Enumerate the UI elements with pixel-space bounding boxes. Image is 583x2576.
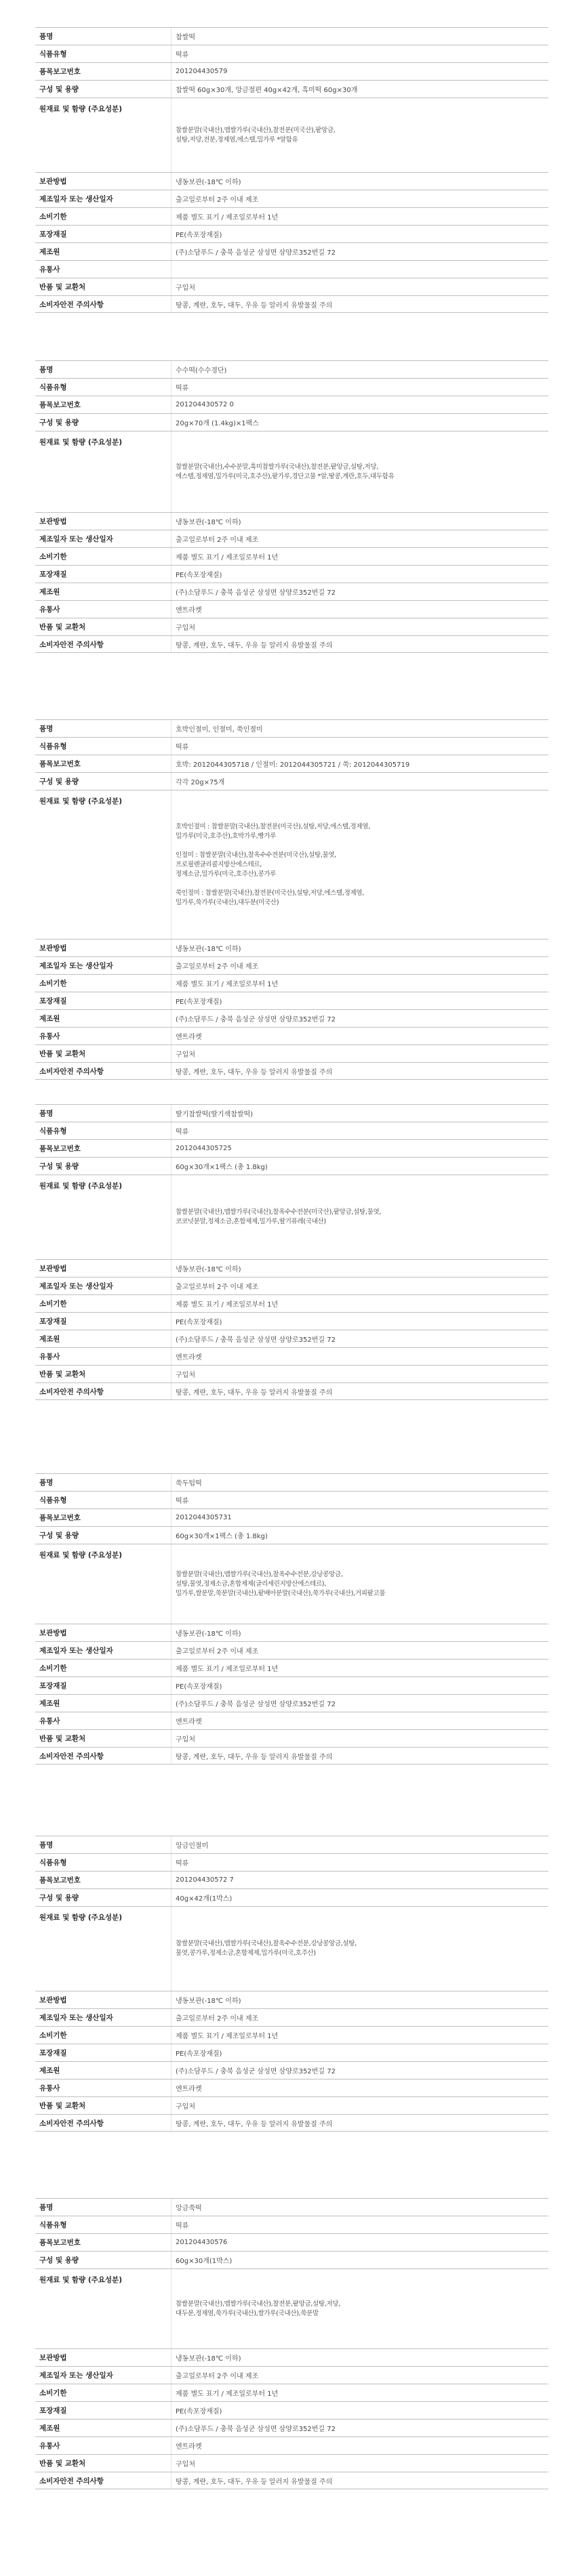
row-value: 땅콩, 계란, 호두, 대두, 우유 등 알러지 유발물질 주의 — [171, 1383, 548, 1399]
row-label: 보관방법 — [39, 2354, 67, 2362]
row-value: 출고일로부터 2주 이내 제조 — [171, 2009, 548, 2026]
row-label: 원재료 및 함량 (주요성분) — [39, 797, 122, 805]
row-label: 제조원 — [39, 2424, 60, 2432]
row-value: PE(속포장재질) — [171, 2402, 548, 2419]
row-label: 구성 및 용량 — [39, 2256, 79, 2264]
info-row-manufacturer — [35, 242, 548, 260]
product-info-table — [35, 1473, 548, 1765]
info-row-storage — [35, 1624, 548, 1641]
row-value: 출고일로부터 2주 이내 제조 — [171, 530, 548, 547]
row-label: 제조원 — [39, 1015, 60, 1023]
row-value: 냉동보관(-18℃ 이하) — [171, 2349, 548, 2366]
row-value: 출고일로부터 2주 이내 제조 — [171, 1278, 548, 1294]
row-label: 소비기한 — [39, 213, 67, 221]
row-label: 포장재질 — [39, 1317, 67, 1326]
info-row-returns — [35, 618, 548, 635]
info-row-expiry — [35, 1294, 548, 1312]
row-label: 제조일자 또는 생산일자 — [39, 2014, 113, 2022]
info-row-report-no — [35, 396, 548, 413]
row-value: 40g×42개(1박스) — [171, 1889, 548, 1906]
info-row-storage — [35, 1991, 548, 2008]
row-label: 제조원 — [39, 248, 60, 256]
info-row-ingredients — [35, 1175, 548, 1259]
ingredients-text: 찹쌀분말(국내산),맵쌀가루(국내산),찰옥수수전분,강낭콩앙금, 설탕,물엿,정제소금,혼합제제(글리세린지방산에스테르), 밀가루,쌀분말,쑥분말(국내산),팥배아분말(국내산),쑥가루(국내산),거피팥고물 — [176, 1570, 386, 1597]
row-value: (주)소담푸드 / 충북 음성군 삼성면 삼양로352번길 72 — [171, 1010, 548, 1027]
info-row-composition — [35, 1888, 548, 1906]
info-row-packaging — [35, 992, 548, 1009]
row-label: 제조원 — [39, 1699, 60, 1708]
info-row-returns — [35, 1365, 548, 1382]
row-label: 품명 — [39, 1110, 54, 1118]
row-value: 2012044305731 — [171, 1509, 548, 1526]
row-value: 구입처 — [171, 2097, 548, 2114]
info-row-caution — [35, 635, 548, 653]
row-value: 엔트라켓 — [171, 1712, 548, 1729]
info-row-food-type — [35, 1491, 548, 1508]
row-label: 제조원 — [39, 2067, 60, 2075]
info-row-manufacturer — [35, 1330, 548, 1347]
row-value: PE(속포장재질) — [171, 1677, 548, 1694]
info-row-expiry — [35, 207, 548, 225]
ingredients-text: 찹쌀분말(국내산),맵쌀가루(국내산),찰전분(미국산),팥앙금, 설탕,저당,전분,정제염,에스텔,밀가루 *알함유 — [176, 126, 336, 144]
info-row-food-type — [35, 737, 548, 755]
info-row-manufactured — [35, 2008, 548, 2026]
info-row-ingredients — [35, 1544, 548, 1624]
info-row-storage — [35, 1259, 548, 1277]
info-row-caution — [35, 2472, 548, 2489]
info-row-manufactured — [35, 530, 548, 547]
row-value: 제품 별도 표기 / 제조일로부터 1년 — [171, 2027, 548, 2044]
info-row-distributor — [35, 1712, 548, 1729]
info-row-packaging — [35, 565, 548, 583]
info-row-distributor — [35, 1347, 548, 1365]
row-label: 구성 및 용량 — [39, 1894, 79, 1902]
row-label: 소비자안전 주의사항 — [39, 2476, 104, 2485]
row-label: 품목보고번호 — [39, 2239, 81, 2247]
row-value: 20g×70개 (1.4kg)×1팩스 — [171, 414, 548, 431]
row-value: 제품 별도 표기 / 제조일로부터 1년 — [171, 975, 548, 992]
row-label: 반품 및 교환처 — [39, 283, 86, 291]
row-label: 소비기한 — [39, 2389, 67, 2397]
info-row-manufacturer — [35, 2419, 548, 2436]
row-label: 원재료 및 함량 (주요성분) — [39, 105, 122, 113]
row-label: 포장재질 — [39, 570, 67, 578]
info-row-ingredients — [35, 98, 548, 172]
product-info-table — [35, 360, 548, 653]
row-value: 제품 별도 표기 / 제조일로부터 1년 — [171, 1660, 548, 1676]
row-label: 품명 — [39, 33, 54, 41]
info-row-manufacturer — [35, 2061, 548, 2079]
info-row-caution — [35, 295, 548, 313]
row-value: 땅콩, 계란, 호두, 대두, 우유 등 알러지 유발물질 주의 — [171, 296, 548, 312]
info-row-ingredients — [35, 431, 548, 512]
row-value: 떡류 — [171, 1122, 548, 1139]
row-label: 반품 및 교환처 — [39, 1050, 86, 1058]
info-row-distributor — [35, 260, 548, 278]
row-label: 품명 — [39, 725, 54, 733]
row-value — [171, 261, 548, 278]
info-row-food-type — [35, 1853, 548, 1871]
info-row-report-no — [35, 755, 548, 772]
row-label: 유통사 — [39, 1353, 60, 1361]
info-row-name — [35, 719, 548, 737]
row-label: 유통사 — [39, 266, 60, 274]
row-label: 유통사 — [39, 606, 60, 614]
row-label: 품명 — [39, 2203, 54, 2212]
row-label: 식품유형 — [39, 1496, 67, 1504]
info-row-name — [35, 27, 548, 45]
info-row-packaging — [35, 2044, 548, 2061]
info-row-distributor — [35, 600, 548, 618]
row-label: 보관방법 — [39, 944, 67, 952]
row-label: 원재료 및 함량 (주요성분) — [39, 2276, 122, 2284]
info-row-expiry — [35, 1659, 548, 1676]
row-label: 품목보고번호 — [39, 1145, 81, 1153]
product-info-table — [35, 719, 548, 1080]
row-value: 찹쌀떡 60g×30개, 앙금절편 40g×42개, 흑미떡 60g×30개 — [171, 81, 548, 98]
row-value: 출고일로부터 2주 이내 제조 — [171, 2367, 548, 2384]
info-row-food-type — [35, 1122, 548, 1139]
row-value: 쑥두텁떡 — [171, 1474, 548, 1491]
row-value: 냉동보관(-18℃ 이하) — [171, 513, 548, 530]
row-value: 호박: 2012044305718 / 인절미: 2012044305721 / 쑥: 2012044305719 — [171, 755, 548, 772]
row-value: 떡류 — [171, 738, 548, 755]
info-row-name — [35, 2198, 548, 2216]
row-label: 식품유형 — [39, 1127, 67, 1135]
row-label: 품목보고번호 — [39, 1876, 81, 1884]
row-value: PE(속포장재질) — [171, 2044, 548, 2061]
row-value — [171, 790, 548, 939]
row-value: PE(속포장재질) — [171, 566, 548, 583]
info-row-composition — [35, 80, 548, 98]
info-row-composition — [35, 1157, 548, 1175]
row-label: 원재료 및 함량 (주요성분) — [39, 1182, 122, 1190]
row-value: 냉동보관(-18℃ 이하) — [171, 1260, 548, 1277]
row-value: 구입처 — [171, 1366, 548, 1382]
row-value: 땅콩, 계란, 호두, 대두, 우유 등 알러지 유발물질 주의 — [171, 2115, 548, 2131]
info-row-name — [35, 1836, 548, 1853]
row-value: (주)소담푸드 / 충북 음성군 삼성면 삼양로352번길 72 — [171, 1330, 548, 1347]
row-value — [171, 431, 548, 512]
row-label: 식품유형 — [39, 1859, 67, 1867]
info-row-returns — [35, 278, 548, 295]
row-label: 보관방법 — [39, 1996, 67, 2004]
row-label: 품명 — [39, 1479, 54, 1487]
row-value: 출고일로부터 2주 이내 제조 — [171, 190, 548, 207]
info-row-manufactured — [35, 2366, 548, 2384]
row-value: 201204430579 — [171, 63, 548, 80]
info-row-caution — [35, 1062, 548, 1080]
info-row-manufacturer — [35, 583, 548, 600]
row-value: (주)소담푸드 / 충북 음성군 삼성면 삼양로352번길 72 — [171, 2420, 548, 2436]
info-row-expiry — [35, 547, 548, 565]
row-value: 60g×30개×1팩스 (총 1.8kg) — [171, 1527, 548, 1544]
info-row-caution — [35, 2114, 548, 2132]
row-value: (주)소담푸드 / 충북 음성군 삼성면 삼양로352번길 72 — [171, 243, 548, 260]
info-row-packaging — [35, 1676, 548, 1694]
info-row-returns — [35, 1044, 548, 1062]
row-value: 구입처 — [171, 618, 548, 635]
row-label: 포장재질 — [39, 2407, 67, 2415]
info-row-returns — [35, 1729, 548, 1747]
row-label: 구성 및 용량 — [39, 778, 79, 786]
info-row-packaging — [35, 1312, 548, 1330]
info-row-expiry — [35, 2384, 548, 2401]
product-info-table — [35, 1836, 548, 2132]
row-label: 원재료 및 함량 (주요성분) — [39, 1914, 122, 1922]
info-row-manufacturer — [35, 1694, 548, 1712]
row-label: 제조일자 또는 생산일자 — [39, 195, 113, 203]
info-row-food-type — [35, 45, 548, 62]
row-label: 포장재질 — [39, 997, 67, 1005]
row-value: 엔트라켓 — [171, 1028, 548, 1044]
row-value: 떡류 — [171, 1492, 548, 1508]
info-row-distributor — [35, 2079, 548, 2096]
info-row-food-type — [35, 2216, 548, 2233]
row-label: 품목보고번호 — [39, 1514, 81, 1522]
row-value: 호박인절미, 인절미, 쑥인절미 — [171, 720, 548, 737]
info-row-manufactured — [35, 956, 548, 974]
row-value: 출고일로부터 2주 이내 제조 — [171, 957, 548, 974]
row-value: 60g×30개(1박스) — [171, 2252, 548, 2268]
info-row-composition — [35, 413, 548, 431]
row-label: 구성 및 용량 — [39, 1162, 79, 1170]
row-value: 냉동보관(-18℃ 이하) — [171, 1991, 548, 2008]
row-label: 제조원 — [39, 588, 60, 596]
info-row-name — [35, 360, 548, 378]
row-label: 소비자안전 주의사항 — [39, 1067, 104, 1076]
row-label: 제조원 — [39, 1335, 60, 1343]
row-label: 소비자안전 주의사항 — [39, 1387, 104, 1396]
row-value: 구입처 — [171, 278, 548, 295]
row-label: 소비자안전 주의사항 — [39, 1752, 104, 1760]
row-label: 품명 — [39, 1841, 54, 1849]
row-label: 제조일자 또는 생산일자 — [39, 962, 113, 970]
row-value: 구입처 — [171, 1730, 548, 1747]
row-value — [171, 2269, 548, 2348]
row-label: 유통사 — [39, 2084, 60, 2092]
row-value: 엔트라켓 — [171, 2079, 548, 2096]
info-row-name — [35, 1104, 548, 1122]
row-label: 구성 및 용량 — [39, 419, 79, 427]
info-row-expiry — [35, 2026, 548, 2044]
info-row-storage — [35, 2348, 548, 2366]
row-value: 찹쌀떡 — [171, 28, 548, 45]
info-row-manufacturer — [35, 1009, 548, 1027]
row-value: 각각 20g×75개 — [171, 773, 548, 790]
ingredients-text: 찹쌀분말(국내산),맵쌀가루(국내산),찰전분,팥앙금,설탕,저당, 대두분,정제염,쑥가루(국내산),쌀가루(국내산),쑥분말 — [176, 2300, 340, 2317]
info-row-name — [35, 1473, 548, 1491]
info-row-report-no — [35, 1871, 548, 1888]
row-label: 품명 — [39, 366, 54, 374]
product-info-table — [35, 1104, 548, 1400]
row-label: 보관방법 — [39, 1629, 67, 1637]
info-row-composition — [35, 772, 548, 790]
row-value: 엔트라켓 — [171, 2437, 548, 2454]
row-value: 땅콩, 계란, 호두, 대두, 우유 등 알러지 유발물질 주의 — [171, 2472, 548, 2489]
row-label: 반품 및 교환처 — [39, 1735, 86, 1743]
row-value: 냉동보관(-18℃ 이하) — [171, 939, 548, 956]
row-value: 땅콩, 계란, 호두, 대두, 우유 등 알러지 유발물질 주의 — [171, 1063, 548, 1079]
row-value: 제품 별도 표기 / 제조일로부터 1년 — [171, 548, 548, 565]
row-label: 소비기한 — [39, 1664, 67, 1672]
info-row-expiry — [35, 974, 548, 992]
row-value: PE(속포장재질) — [171, 992, 548, 1009]
row-value: (주)소담푸드 / 충북 음성군 삼성면 삼양로352번길 72 — [171, 583, 548, 600]
row-value: 떡류 — [171, 379, 548, 396]
info-row-returns — [35, 2454, 548, 2472]
info-row-distributor — [35, 1027, 548, 1044]
row-value — [171, 1907, 548, 1991]
row-label: 소비기한 — [39, 2031, 67, 2040]
row-value: 떡류 — [171, 2216, 548, 2233]
row-value: 앙금쑥떡 — [171, 2199, 548, 2216]
info-row-manufactured — [35, 190, 548, 207]
row-label: 소비기한 — [39, 979, 67, 988]
row-value: 제품 별도 표기 / 제조일로부터 1년 — [171, 1295, 548, 1312]
row-label: 제조일자 또는 생산일자 — [39, 535, 113, 543]
row-label: 소비자안전 주의사항 — [39, 640, 104, 649]
info-row-report-no — [35, 62, 548, 80]
row-label: 식품유형 — [39, 742, 67, 751]
row-label: 소비기한 — [39, 1300, 67, 1308]
row-label: 포장재질 — [39, 230, 67, 238]
row-value: 땅콩, 계란, 호두, 대두, 우유 등 알러지 유발물질 주의 — [171, 1748, 548, 1764]
row-value: 앙금인절미 — [171, 1836, 548, 1853]
info-row-returns — [35, 2096, 548, 2114]
row-value — [171, 98, 548, 172]
row-value: 2012044305725 — [171, 1140, 548, 1157]
row-label: 보관방법 — [39, 518, 67, 526]
row-value — [171, 1544, 548, 1624]
row-value: 출고일로부터 2주 이내 제조 — [171, 1642, 548, 1659]
row-value: 201204430576 — [171, 2234, 548, 2251]
row-value: 냉동보관(-18℃ 이하) — [171, 1624, 548, 1641]
row-value: 엔트라켓 — [171, 1348, 548, 1365]
info-row-ingredients — [35, 2268, 548, 2348]
row-value: 60g×30개×1팩스 (총 1.8kg) — [171, 1158, 548, 1175]
row-label: 제조일자 또는 생산일자 — [39, 2371, 113, 2380]
row-label: 식품유형 — [39, 2221, 67, 2229]
info-row-manufactured — [35, 1641, 548, 1659]
ingredients-text: 찹쌀분말(국내산),맵쌀가루(국내산),찰옥수수전분(미국산),팥앙금,설탕,물엿, 코코넛분말,정제소금,혼합제제,밀가루,딸기퓨레(국내산) — [176, 1208, 382, 1225]
info-row-report-no — [35, 2233, 548, 2251]
row-value: 제품 별도 표기 / 제조일로부터 1년 — [171, 2384, 548, 2401]
info-row-ingredients — [35, 790, 548, 939]
row-label: 원재료 및 함량 (주요성분) — [39, 1551, 122, 1559]
row-label: 반품 및 교환처 — [39, 2102, 86, 2110]
row-label: 유통사 — [39, 1032, 60, 1040]
row-value: (주)소담푸드 / 충북 음성군 삼성면 삼양로352번길 72 — [171, 1695, 548, 1712]
info-row-storage — [35, 512, 548, 530]
info-row-composition — [35, 2251, 548, 2268]
row-value: 구입처 — [171, 1045, 548, 1062]
product-info-table — [35, 27, 548, 313]
ingredients-text: 찹쌀분말(국내산),맵쌀가루(국내산),찰옥수수전분,강낭콩앙금,설탕, 물엿,콩가루,정제소금,혼합제제,밀가루(미국,호주산) — [176, 1940, 357, 1957]
row-value: 떡류 — [171, 45, 548, 62]
row-label: 소비자안전 주의사항 — [39, 300, 104, 309]
row-value: 201204430572 7 — [171, 1872, 548, 1888]
row-value: 냉동보관(-18℃ 이하) — [171, 173, 548, 190]
row-value — [171, 1175, 548, 1259]
row-label: 품목보고번호 — [39, 401, 81, 409]
info-row-manufactured — [35, 1277, 548, 1294]
row-label: 유통사 — [39, 2442, 60, 2450]
row-value: 떡류 — [171, 1854, 548, 1871]
row-label: 소비자안전 주의사항 — [39, 2119, 104, 2128]
row-label: 품목보고번호 — [39, 68, 81, 76]
row-value: 딸기찹쌀떡(딸기색찹쌀떡) — [171, 1105, 548, 1122]
row-value: 수수떡(수수경단) — [171, 361, 548, 378]
row-label: 품목보고번호 — [39, 760, 81, 768]
row-value: 201204430572 0 — [171, 396, 548, 413]
info-row-composition — [35, 1526, 548, 1544]
row-label: 소비기한 — [39, 553, 67, 561]
row-label: 포장재질 — [39, 2049, 67, 2057]
info-row-report-no — [35, 1139, 548, 1157]
row-label: 반품 및 교환처 — [39, 623, 86, 631]
row-value: 제품 별도 표기 / 제조일로부터 1년 — [171, 208, 548, 225]
row-label: 원재료 및 함량 (주요성분) — [39, 438, 122, 446]
info-row-distributor — [35, 2436, 548, 2454]
row-label: 구성 및 용량 — [39, 85, 79, 93]
row-label: 제조일자 또는 생산일자 — [39, 1647, 113, 1655]
row-value: PE(속포장재질) — [171, 226, 548, 242]
row-value: 엔트라켓 — [171, 601, 548, 618]
info-row-report-no — [35, 1508, 548, 1526]
product-info-table — [35, 2198, 548, 2489]
row-label: 제조일자 또는 생산일자 — [39, 1282, 113, 1290]
row-label: 포장재질 — [39, 1682, 67, 1690]
row-label: 식품유형 — [39, 383, 67, 392]
row-value: PE(속포장재질) — [171, 1313, 548, 1330]
row-label: 식품유형 — [39, 50, 67, 58]
info-row-caution — [35, 1382, 548, 1400]
info-row-ingredients — [35, 1906, 548, 1991]
info-row-food-type — [35, 378, 548, 396]
info-row-packaging — [35, 225, 548, 242]
row-value: 구입처 — [171, 2455, 548, 2472]
row-label: 반품 및 교환처 — [39, 1370, 86, 1378]
info-row-storage — [35, 939, 548, 956]
row-label: 보관방법 — [39, 177, 67, 186]
row-label: 구성 및 용량 — [39, 1532, 79, 1540]
info-row-storage — [35, 172, 548, 190]
ingredients-text: 찹쌀분말(국내산),수수분말,흑미찹쌀가루(국내산),찰전분,팥앙금,설탕,저당, 에스텔,정제염,밀가루(미국,호주산),팥가루,경단고물 *알,땅콩,계란,호두,대두함유 — [176, 463, 395, 480]
row-label: 보관방법 — [39, 1265, 67, 1273]
ingredients-text: 호박인절미 : 찹쌀분말(국내산),찰전분(미국산),설탕,저당,에스텔,정제염, 밀가루(미국,호주산),호박가루,빵가루 인절미 : 찹쌀분말(국내산),찰옥수수전분(미국산),설탕,물엿, 프로필렌글리콜지방산에스테르, 정제소금,밀가루(미국,호주산),콩가루 쑥인절미 : 찹쌀분말(국내산),찰전분(미국산),설탕,저당,에스텔,정제염, 밀가루,쑥가루(국내산),대두분(미국산) — [176, 822, 370, 906]
row-label: 반품 및 교환처 — [39, 2459, 86, 2468]
info-row-packaging — [35, 2401, 548, 2419]
row-value: (주)소담푸드 / 충북 음성군 삼성면 삼양로352번길 72 — [171, 2062, 548, 2079]
info-row-caution — [35, 1747, 548, 1765]
row-value: 땅콩, 계란, 호두, 대두, 우유 등 알러지 유발물질 주의 — [171, 636, 548, 652]
row-label: 유통사 — [39, 1717, 60, 1725]
